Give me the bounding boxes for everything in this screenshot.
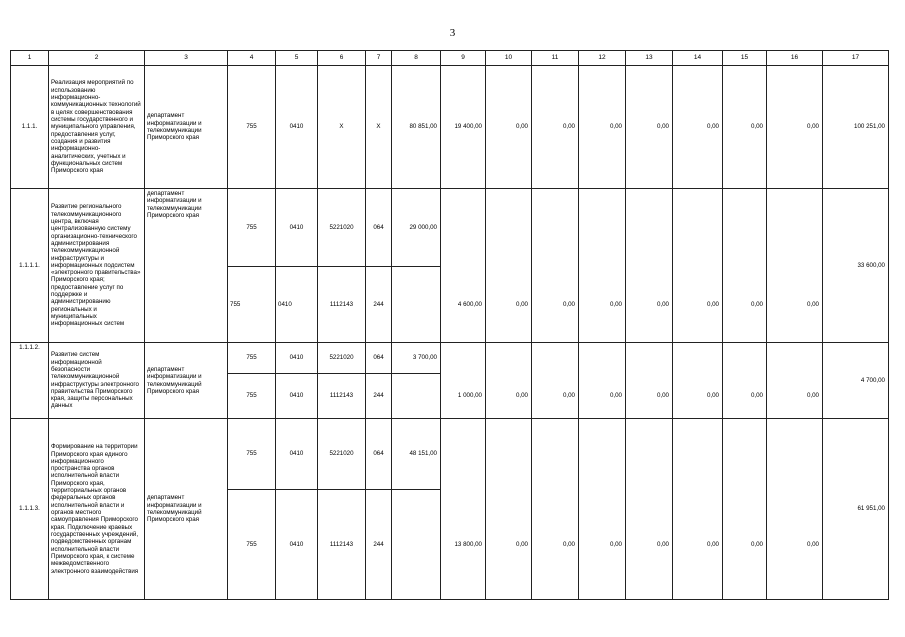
row-description: Формирование на территории Приморского края единого информационного пространства органов исполнительной власти Приморского края, территориальных органов федеральных органов исполнительной власти и органов местного самоуправления Приморского края. Подключение краевых государственных учреждений, подведомственных органам исполнительной власти Приморского края, к системе межведомственного электронного взаимодействия	[49, 419, 145, 600]
cell: 0,00	[532, 66, 579, 189]
cell: 3 700,00	[392, 343, 441, 374]
cell: 1112143	[318, 490, 366, 600]
row-description: Развитие систем информационной безопасности телекоммуникационной инфраструктуры электронного правительства Приморского края, защиты персональных данных	[49, 343, 145, 419]
cell: 0,00	[673, 267, 723, 343]
cell	[579, 343, 626, 374]
cell: 0410	[276, 374, 318, 419]
cell: 755	[228, 66, 276, 189]
cell: 244	[366, 374, 392, 419]
cell: 0,00	[532, 490, 579, 600]
cell	[486, 189, 532, 267]
cell	[673, 343, 723, 374]
row-description: Реализация мероприятий по использованию информационно-коммуникационных технологий в целях совершенствования системы государственного и муниципального управления, предоставления услуг, создания и развития информационно-аналитических, учетных и функциональных систем Приморского края	[49, 66, 145, 189]
cell: 0,00	[767, 374, 823, 419]
header-cell: 14	[673, 51, 723, 66]
row-total: 61 951,00	[823, 419, 889, 600]
cell: 0,00	[723, 66, 767, 189]
table-row	[11, 419, 889, 490]
cell: 0,00	[532, 374, 579, 419]
row-number: 1.1.1.2.	[11, 343, 49, 419]
cell: 48 151,00	[392, 419, 441, 490]
cell	[723, 343, 767, 374]
header-cell: 3	[145, 51, 228, 66]
cell	[626, 189, 673, 267]
header-cell: 7	[366, 51, 392, 66]
cell: 0,00	[579, 374, 626, 419]
cell: 19 400,00	[441, 66, 486, 189]
cell	[532, 343, 579, 374]
header-cell: 16	[767, 51, 823, 66]
cell: 0,00	[767, 267, 823, 343]
cell: 0,00	[626, 66, 673, 189]
cell: 0,00	[626, 267, 673, 343]
cell: 0,00	[723, 490, 767, 600]
cell: 5221020	[318, 419, 366, 490]
cell	[486, 343, 532, 374]
header-cell: 12	[579, 51, 626, 66]
cell: 0410	[276, 66, 318, 189]
header-cell: 1	[11, 51, 49, 66]
cell: X	[366, 66, 392, 189]
cell	[532, 189, 579, 267]
cell: 0410	[276, 490, 318, 600]
cell: 0,00	[579, 490, 626, 600]
row-department: департамент информатизации и телекоммуникаций Приморского края	[145, 419, 228, 600]
cell: 0,00	[626, 374, 673, 419]
cell	[486, 419, 532, 490]
cell: 0,00	[579, 267, 626, 343]
cell: 064	[366, 189, 392, 267]
cell: 244	[366, 267, 392, 343]
cell: 244	[366, 490, 392, 600]
cell: 5221020	[318, 343, 366, 374]
cell	[441, 419, 486, 490]
cell	[392, 267, 441, 343]
cell: 1 000,00	[441, 374, 486, 419]
cell: 0410	[276, 343, 318, 374]
cell: 0,00	[673, 66, 723, 189]
row-description: Развитие регионального телекоммуникационного центра, включая централизованную систему организационно-технического администрирования телекоммуникационной инфраструктуры и информационных подсистем «электронного правительства» Приморского края; предоставление услуг по поддержке и администрированию региональных и муниципальных информационных систем	[49, 189, 145, 343]
cell: 4 600,00	[441, 267, 486, 343]
header-cell: 13	[626, 51, 673, 66]
table-row	[11, 189, 889, 267]
row-number: 1.1.1.1.	[11, 189, 49, 343]
header-cell: 17	[823, 51, 889, 66]
header-cell: 10	[486, 51, 532, 66]
cell	[723, 419, 767, 490]
cell: 755	[228, 374, 276, 419]
cell	[441, 189, 486, 267]
cell: 0,00	[723, 374, 767, 419]
cell	[392, 374, 441, 419]
header-cell: 2	[49, 51, 145, 66]
cell: 0,00	[673, 374, 723, 419]
row-total: 100 251,00	[823, 66, 889, 189]
cell: 80 851,00	[392, 66, 441, 189]
cell: 1112143	[318, 374, 366, 419]
cell	[579, 189, 626, 267]
cell	[626, 343, 673, 374]
cell: 0,00	[767, 66, 823, 189]
cell	[441, 343, 486, 374]
cell	[626, 419, 673, 490]
row-department: департамент информатизации и телекоммуникаций Приморского края	[145, 343, 228, 419]
cell: 064	[366, 343, 392, 374]
cell	[767, 419, 823, 490]
cell	[673, 189, 723, 267]
cell	[532, 419, 579, 490]
cell	[673, 419, 723, 490]
cell: 0,00	[486, 490, 532, 600]
cell	[392, 490, 441, 600]
header-cell: 11	[532, 51, 579, 66]
page-number: 3	[449, 27, 456, 39]
cell: 0,00	[486, 66, 532, 189]
cell	[723, 189, 767, 267]
cell: 0,00	[673, 490, 723, 600]
cell: 0,00	[579, 66, 626, 189]
header-cell: 15	[723, 51, 767, 66]
cell: 0,00	[532, 267, 579, 343]
cell: 1112143	[318, 267, 366, 343]
cell: 064	[366, 419, 392, 490]
cell: 5221020	[318, 189, 366, 267]
header-row	[11, 51, 889, 66]
header-cell: 9	[441, 51, 486, 66]
header-cell: 5	[276, 51, 318, 66]
row-department: департамент информатизации и телекоммуникации Приморского края	[145, 189, 228, 343]
cell: 0410	[276, 267, 318, 343]
cell: 755	[228, 189, 276, 267]
row-department: департамент информатизации и телекоммуникации Приморского края	[145, 66, 228, 189]
cell: 755	[228, 490, 276, 600]
row-total: 33 600,00	[823, 189, 889, 343]
cell: X	[318, 66, 366, 189]
cell: 0410	[276, 419, 318, 490]
cell: 0,00	[723, 267, 767, 343]
cell	[579, 419, 626, 490]
table-row	[11, 343, 889, 374]
header-cell: 4	[228, 51, 276, 66]
cell: 0,00	[626, 490, 673, 600]
budget-table	[10, 50, 889, 600]
cell: 13 800,00	[441, 490, 486, 600]
cell: 755	[228, 343, 276, 374]
row-number: 1.1.1.	[11, 66, 49, 189]
cell: 0410	[276, 189, 318, 267]
cell	[767, 189, 823, 267]
cell: 0,00	[767, 490, 823, 600]
row-total: 4 700,00	[823, 343, 889, 419]
cell: 755	[228, 267, 276, 343]
cell	[767, 343, 823, 374]
header-cell: 8	[392, 51, 441, 66]
header-cell: 6	[318, 51, 366, 66]
table-row	[11, 66, 889, 189]
cell: 0,00	[486, 374, 532, 419]
row-number: 1.1.1.3.	[11, 419, 49, 600]
cell: 755	[228, 419, 276, 490]
cell: 0,00	[486, 267, 532, 343]
cell: 29 000,00	[392, 189, 441, 267]
